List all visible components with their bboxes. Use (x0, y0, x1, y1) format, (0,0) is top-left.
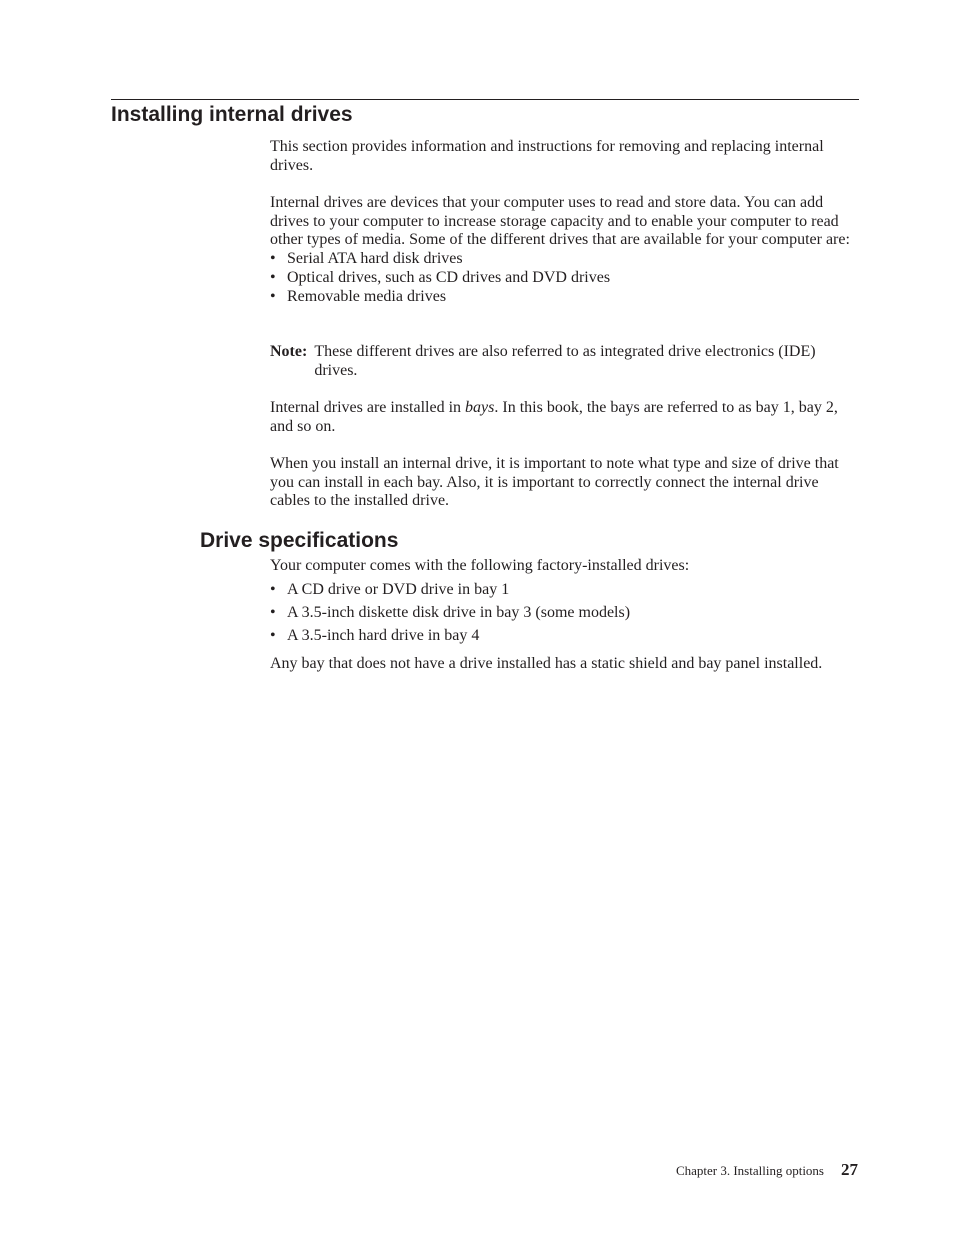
subsection-title: Drive specifications (200, 529, 399, 552)
list-item: • A 3.5-inch hard drive in bay 4 (270, 627, 860, 646)
footer-chapter: Chapter 3. Installing options (675, 1163, 824, 1178)
drive-types-list (270, 250, 860, 306)
section-rule (111, 99, 859, 100)
drives-overview (270, 194, 860, 306)
bays-text-end: . In this book, the bays are referred to as bay 1, bay 2, and so on. (270, 399, 838, 435)
overview-paragraph: Internal drives are devices that your computer uses to read and store data. You can add drives to your computer to increase storage capacity and to enable your computer to read other types of media. Some of the different drives that are available for your computer are: (270, 194, 850, 249)
note-label: Note: (270, 343, 308, 360)
list-item: • Serial ATA hard disk drives (270, 250, 860, 269)
factory-drives-intro: Your computer comes with the following factory-installed drives: (270, 557, 690, 574)
factory-drives-list (270, 581, 860, 650)
intro-paragraph: This section provides information and instructions for removing and replacing internal drives. (270, 138, 824, 174)
list-item: • A 3.5-inch diskette disk drive in bay 3 (some models) (270, 604, 860, 623)
bays-term: bays (465, 399, 495, 416)
page-footer (676, 1160, 858, 1180)
list-item: • Optical drives, such as CD drives and DVD drives (270, 269, 860, 288)
note (270, 343, 860, 380)
section-title: Installing internal drives (111, 103, 353, 126)
empty-bay-paragraph: Any bay that does not have a drive installed has a static shield and bay panel installed. (270, 655, 823, 672)
install-paragraph: When you install an internal drive, it is important to note what type and size of drive that you can install in each bay. Also, it is important to correctly connect the internal drive cables to the installed drive. (270, 455, 839, 510)
bays-text-start: Internal drives are installed in (270, 399, 466, 416)
list-item: • A CD drive or DVD drive in bay 1 (270, 581, 860, 600)
list-item: • Removable media drives (270, 288, 860, 307)
page-number: 27 (841, 1160, 858, 1179)
bays-paragraph (270, 399, 860, 436)
note-text: These different drives are also referred to as integrated drive electronics (IDE) drives. (314, 343, 816, 379)
